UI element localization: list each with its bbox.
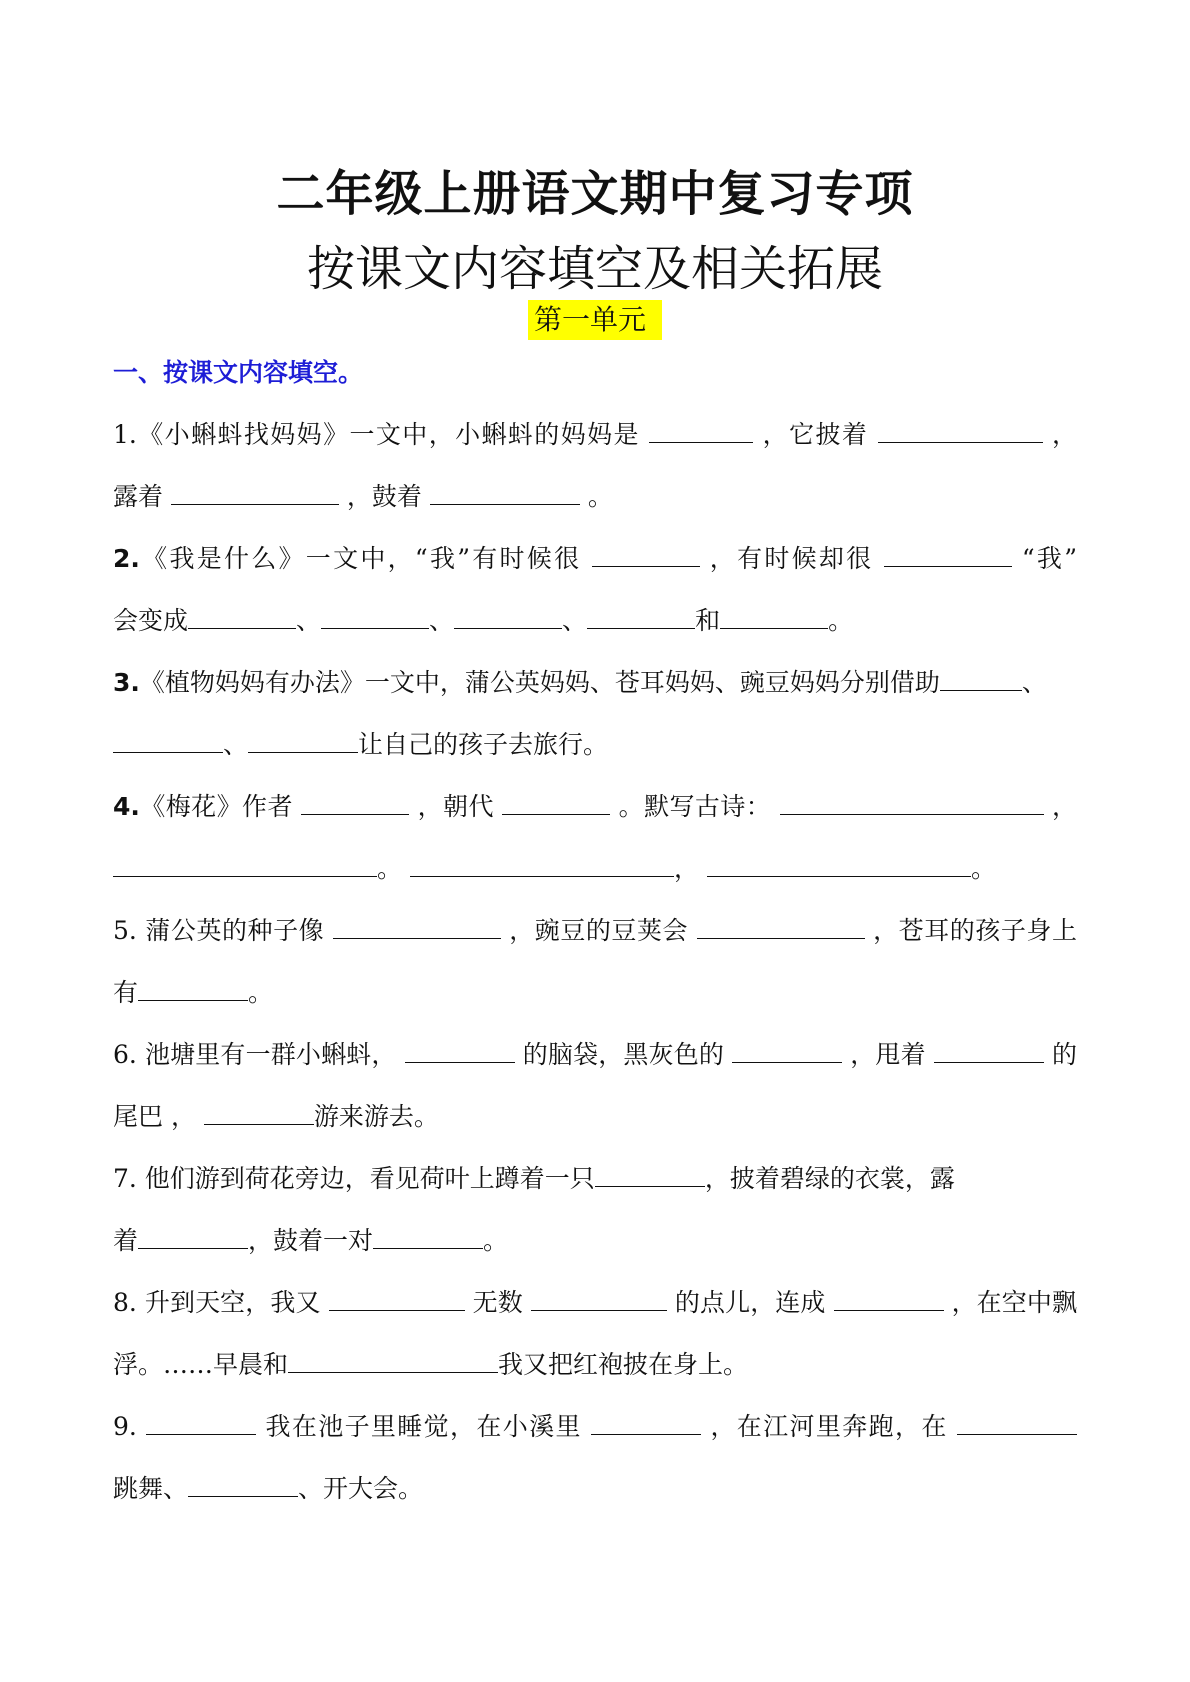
question-text: 、开大会。 xyxy=(298,1474,424,1503)
answer-blank[interactable] xyxy=(587,600,695,629)
question-number: 2. xyxy=(113,544,140,573)
answer-blank[interactable] xyxy=(329,1282,465,1311)
question-text: 《植物妈妈有办法》一文中，蒲公英妈妈、苍耳妈妈、豌豆妈妈分别借助 xyxy=(139,668,940,697)
answer-blank[interactable] xyxy=(884,538,1012,567)
question-text: ，在空中飘 xyxy=(951,1288,1077,1317)
question-text: 会变成 xyxy=(113,606,189,635)
question-text: 有 xyxy=(113,978,139,1007)
question-4-line-1 xyxy=(113,786,1077,826)
question-number: 3. xyxy=(113,668,140,697)
question-8-line-2 xyxy=(113,1344,1077,1385)
question-text: ， xyxy=(1051,792,1077,821)
question-3-line-2 xyxy=(113,724,1077,765)
answer-blank[interactable] xyxy=(940,662,1022,691)
question-text: ，豌豆的豆荚会 xyxy=(509,916,689,945)
question-text: 。默写古诗： xyxy=(618,792,772,821)
answer-blank[interactable] xyxy=(454,600,562,629)
answer-blank[interactable] xyxy=(146,1406,256,1435)
answer-blank[interactable] xyxy=(321,600,429,629)
answer-blank[interactable] xyxy=(595,1158,705,1187)
question-text: 我在池子里睡觉，在小溪里 xyxy=(265,1412,582,1441)
question-text: ， xyxy=(1052,420,1078,449)
answer-blank[interactable] xyxy=(707,848,971,877)
question-text: 。 xyxy=(828,606,854,635)
question-text: 我又把红袍披在身上。 xyxy=(498,1350,749,1379)
answer-blank[interactable] xyxy=(405,1034,515,1063)
question-text: 。 xyxy=(587,482,613,511)
question-text: ， xyxy=(673,854,699,883)
question-text: 浮。……早晨和 xyxy=(113,1350,289,1379)
question-text: 。 xyxy=(377,854,403,883)
question-8-line-1 xyxy=(113,1282,1077,1322)
question-text: 。 xyxy=(248,978,274,1007)
answer-blank[interactable] xyxy=(592,538,700,567)
question-2-line-1 xyxy=(113,538,1077,578)
answer-blank[interactable] xyxy=(834,1282,944,1311)
question-text: ，它披着 xyxy=(762,420,869,449)
answer-blank[interactable] xyxy=(780,786,1044,815)
question-text: ，披着碧绿的衣裳，露 xyxy=(704,1164,955,1193)
answer-blank[interactable] xyxy=(188,1468,298,1497)
answer-blank[interactable] xyxy=(113,848,377,877)
question-text: 让自己的孩子去旅行。 xyxy=(358,730,609,759)
question-1-line-2 xyxy=(113,476,1077,517)
question-text: 着 xyxy=(113,1226,139,1255)
question-text: 无数 xyxy=(472,1288,523,1317)
answer-blank[interactable] xyxy=(410,848,674,877)
separator: 、 xyxy=(429,606,455,635)
question-7-line-1 xyxy=(113,1158,1077,1199)
separator: 、 xyxy=(562,606,588,635)
question-text: “我” xyxy=(1021,544,1077,573)
answer-blank[interactable] xyxy=(204,1096,314,1125)
question-9-line-1 xyxy=(113,1406,1077,1446)
answer-blank[interactable] xyxy=(502,786,610,815)
answer-blank[interactable] xyxy=(957,1406,1077,1435)
question-text: 《我是什么》一文中，“我”有时候很 xyxy=(139,544,582,573)
answer-blank[interactable] xyxy=(878,414,1043,443)
question-text: 的脑袋，黑灰色的 xyxy=(522,1040,725,1069)
question-2-line-2 xyxy=(113,600,1077,641)
unit-label: 第一单元 xyxy=(528,300,662,340)
question-text: 尾巴 ， xyxy=(113,1102,196,1131)
question-5-line-2 xyxy=(113,972,1077,1013)
question-text: 跳舞、 xyxy=(113,1474,189,1503)
answer-blank[interactable] xyxy=(934,1034,1044,1063)
question-text: ，鼓着 xyxy=(346,482,422,511)
question-text: 5. 蒲公英的种子像 xyxy=(113,916,325,945)
answer-blank[interactable] xyxy=(301,786,409,815)
answer-blank[interactable] xyxy=(373,1220,483,1249)
question-text: ，苍耳的孩子身上 xyxy=(873,916,1077,945)
answer-blank[interactable] xyxy=(591,1406,701,1435)
question-text: ，朝代 xyxy=(417,792,494,821)
question-5-line-1 xyxy=(113,910,1077,950)
question-7-line-2 xyxy=(113,1220,1077,1261)
question-text: 、 xyxy=(1021,668,1047,697)
question-text: 游来游去。 xyxy=(313,1102,439,1131)
page-title: 二年级上册语文期中复习专项 xyxy=(276,166,914,222)
question-text: 的点儿，连成 xyxy=(674,1288,826,1317)
question-text: 1.《小蝌蚪找妈妈》一文中，小蝌蚪的妈妈是 xyxy=(113,420,640,449)
unit-label-wrap xyxy=(0,300,1190,340)
question-text: ，在江河里奔跑，在 xyxy=(710,1412,948,1441)
answer-blank[interactable] xyxy=(171,476,339,505)
separator: 、 xyxy=(223,730,249,759)
answer-blank[interactable] xyxy=(720,600,828,629)
answer-blank[interactable] xyxy=(138,972,248,1001)
question-6-line-2 xyxy=(113,1096,1077,1137)
answer-blank[interactable] xyxy=(288,1344,498,1373)
answer-blank[interactable] xyxy=(732,1034,842,1063)
question-text: ，鼓着一对 xyxy=(248,1226,374,1255)
answer-blank[interactable] xyxy=(248,724,358,753)
question-text: 《梅花》作者 xyxy=(139,792,293,821)
question-text: 。 xyxy=(970,854,996,883)
question-text: ，甩着 xyxy=(850,1040,926,1069)
question-3-line-1 xyxy=(113,662,1077,703)
question-text: 和 xyxy=(695,606,721,635)
question-6-line-1 xyxy=(113,1034,1077,1074)
question-text: 露着 xyxy=(113,482,164,511)
question-text: 的 xyxy=(1051,1040,1077,1069)
question-text: 9. xyxy=(113,1412,137,1441)
question-text: 7. 他们游到荷花旁边，看见荷叶上蹲着一只 xyxy=(113,1164,595,1193)
answer-blank[interactable] xyxy=(188,600,296,629)
answer-blank[interactable] xyxy=(697,910,865,939)
answer-blank[interactable] xyxy=(333,910,501,939)
answer-blank[interactable] xyxy=(430,476,580,505)
answer-blank[interactable] xyxy=(138,1220,248,1249)
section-heading: 一、按课文内容填空。 xyxy=(113,358,364,387)
answer-blank[interactable] xyxy=(113,724,223,753)
question-9-line-2 xyxy=(113,1468,1077,1509)
question-4-line-2 xyxy=(113,848,1077,889)
answer-blank[interactable] xyxy=(531,1282,667,1311)
answer-blank[interactable] xyxy=(649,414,753,443)
question-text: 6. 池塘里有一群小蝌蚪， xyxy=(113,1040,397,1069)
question-text: 8. 升到天空，我又 xyxy=(113,1288,321,1317)
question-text: ，有时候却很 xyxy=(709,544,874,573)
question-1-line-1 xyxy=(113,414,1077,454)
page-subtitle: 按课文内容填空及相关拓展 xyxy=(306,241,883,297)
question-text: 。 xyxy=(483,1226,509,1255)
question-number: 4. xyxy=(113,792,140,821)
separator: 、 xyxy=(296,606,322,635)
